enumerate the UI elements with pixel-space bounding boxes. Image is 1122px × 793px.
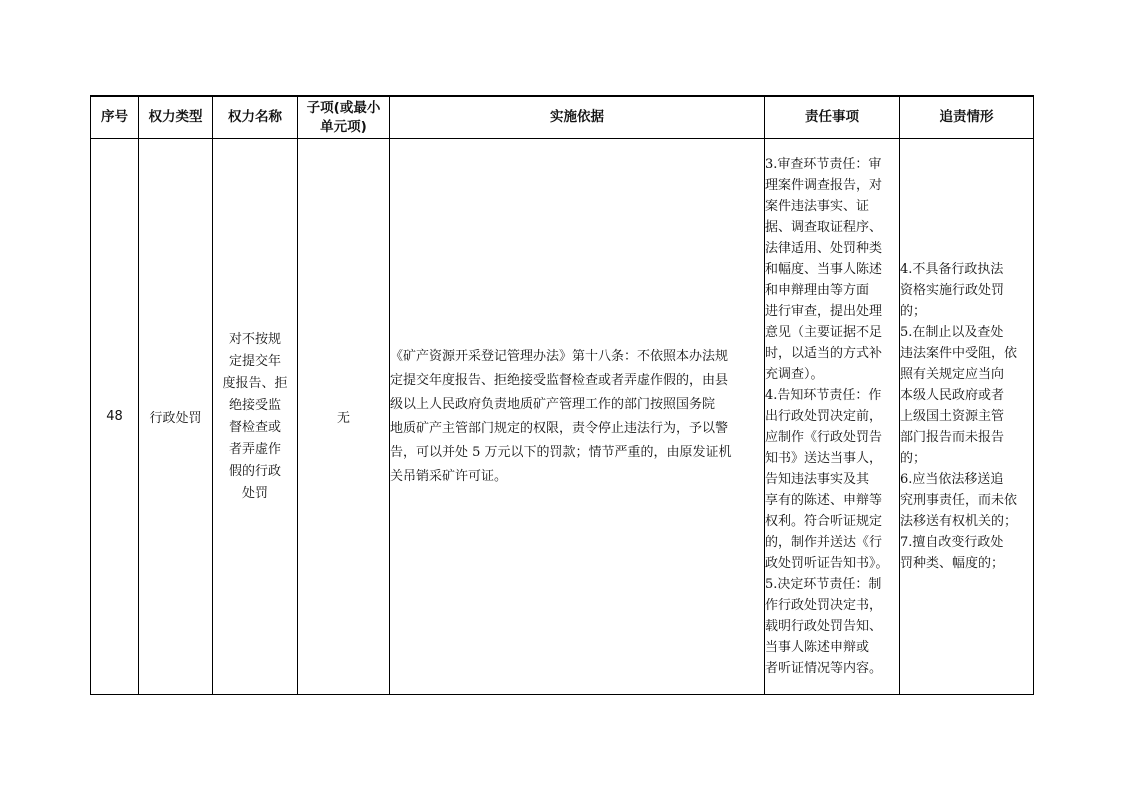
power-name-line: 度报告、拒: [222, 375, 288, 391]
responsibility-line: 政处罚听证告知书》。: [765, 556, 889, 571]
accountability-line: 6.应当依法移送追: [900, 472, 1004, 487]
basis-line: 定提交年度报告、拒绝接受监督检查或者弄虚作假的，由县: [390, 372, 729, 388]
power-name-line: 假的行政: [228, 463, 281, 479]
responsibility-line: 5.决定环节责任：制: [765, 577, 882, 592]
header-power-type: 权力类型: [139, 96, 213, 139]
basis-line: 《矿产资源开采登记管理办法》第十八条：不依照本办法规: [390, 348, 729, 364]
responsibility-line: 法律适用、处罚种类: [765, 241, 883, 256]
responsibility-line: 载明行政处罚告知、: [765, 619, 883, 634]
responsibility-line: 充调查）。: [765, 367, 824, 382]
responsibility-line: 据、调查取证程序、: [765, 220, 883, 235]
cell-responsibility: [765, 139, 900, 695]
accountability-line: 究刑事责任，而未依: [900, 493, 1018, 508]
accountability-line: 资格实施行政处罚: [900, 283, 1005, 298]
basis-line: 关吊销采矿许可证。: [390, 468, 508, 484]
responsibility-line: 进行审查，提出处理: [765, 304, 883, 319]
power-name-line: 处罚: [241, 485, 268, 501]
accountability-line: 的；: [900, 304, 927, 319]
table-header-row: [91, 96, 1034, 139]
cell-index: 48: [91, 139, 139, 695]
table-row: [91, 139, 1034, 695]
header-index: 序号: [91, 96, 139, 139]
header-accountability: 追责情形: [900, 96, 1034, 139]
responsibility-line: 3.审查环节责任：审: [765, 157, 882, 172]
cell-accountability: [900, 139, 1034, 695]
accountability-line: 的；: [900, 451, 927, 466]
accountability-line: 部门报告而未报告: [900, 430, 1005, 445]
responsibility-line: 案件违法事实、证: [765, 199, 870, 214]
responsibility-line: 4.告知环节责任：作: [765, 388, 882, 403]
basis-line: 地质矿产主管部门规定的权限，责令停止违法行为，予以警: [390, 420, 729, 436]
accountability-line: 5.在制止以及查处: [900, 325, 1004, 340]
cell-power-type: 行政处罚: [139, 139, 213, 695]
accountability-line: 违法案件中受阻，依: [900, 346, 1018, 361]
responsibility-line: 和申辩理由等方面: [765, 283, 870, 298]
basis-line: 告，可以并处 5 万元以下的罚款；情节严重的，由原发证机: [390, 444, 732, 460]
responsibility-line: 权利。符合听证规定: [765, 514, 883, 529]
responsibility-line: 理案件调查报告，对: [765, 178, 883, 193]
cell-sub-item: 无: [298, 139, 390, 695]
cell-basis: [390, 139, 765, 695]
accountability-line: 本级人民政府或者: [900, 388, 1005, 403]
header-sub-item-line1: 子项(或最小: [306, 99, 381, 116]
cell-power-name: [213, 139, 298, 695]
accountability-line: 7.擅自改变行政处: [900, 535, 1004, 550]
header-power-name: 权力名称: [213, 96, 298, 139]
responsibility-line: 意见（主要证据不足: [765, 325, 883, 340]
basis-line: 级以上人民政府负责地质矿产管理工作的部门按照国务院: [390, 396, 716, 412]
responsibility-line: 当事人陈述申辩或: [765, 640, 870, 655]
header-sub-item-line2: 单元项): [320, 118, 367, 135]
responsibility-line: 时，以适当的方式补: [765, 346, 883, 361]
responsibility-line: 和幅度、当事人陈述: [765, 262, 883, 277]
accountability-line: 罚种类、幅度的；: [900, 556, 1005, 571]
power-name-line: 定提交年: [228, 353, 281, 369]
responsibility-line: 应制作《行政处罚告: [765, 430, 883, 445]
header-responsibility: 责任事项: [765, 96, 900, 139]
responsibility-line: 的，制作并送达《行: [765, 535, 883, 550]
accountability-line: 法移送有权机关的；: [900, 514, 1018, 529]
power-name-line: 对不按规: [228, 331, 281, 347]
power-name-line: 督检查或: [228, 419, 281, 435]
accountability-line: 上级国土资源主管: [900, 409, 1005, 424]
accountability-line: 照有关规定应当向: [900, 367, 1005, 382]
header-sub-item: [298, 96, 390, 139]
header-basis: 实施依据: [390, 96, 765, 139]
responsibility-line: 知书》送达当事人，: [765, 451, 883, 466]
responsibility-line: 告知违法事实及其: [765, 472, 870, 487]
accountability-line: 4.不具备行政执法: [900, 262, 1004, 277]
responsibility-line: 享有的陈述、申辩等: [765, 493, 883, 508]
responsibility-line: 作行政处罚决定书，: [765, 598, 883, 613]
power-name-line: 绝接受监: [228, 397, 281, 413]
responsibility-line: 出行政处罚决定前，: [765, 409, 883, 424]
power-list-table: [90, 95, 1034, 695]
responsibility-line: 者听证情况等内容。: [765, 661, 883, 676]
power-name-line: 者弄虚作: [228, 441, 281, 457]
